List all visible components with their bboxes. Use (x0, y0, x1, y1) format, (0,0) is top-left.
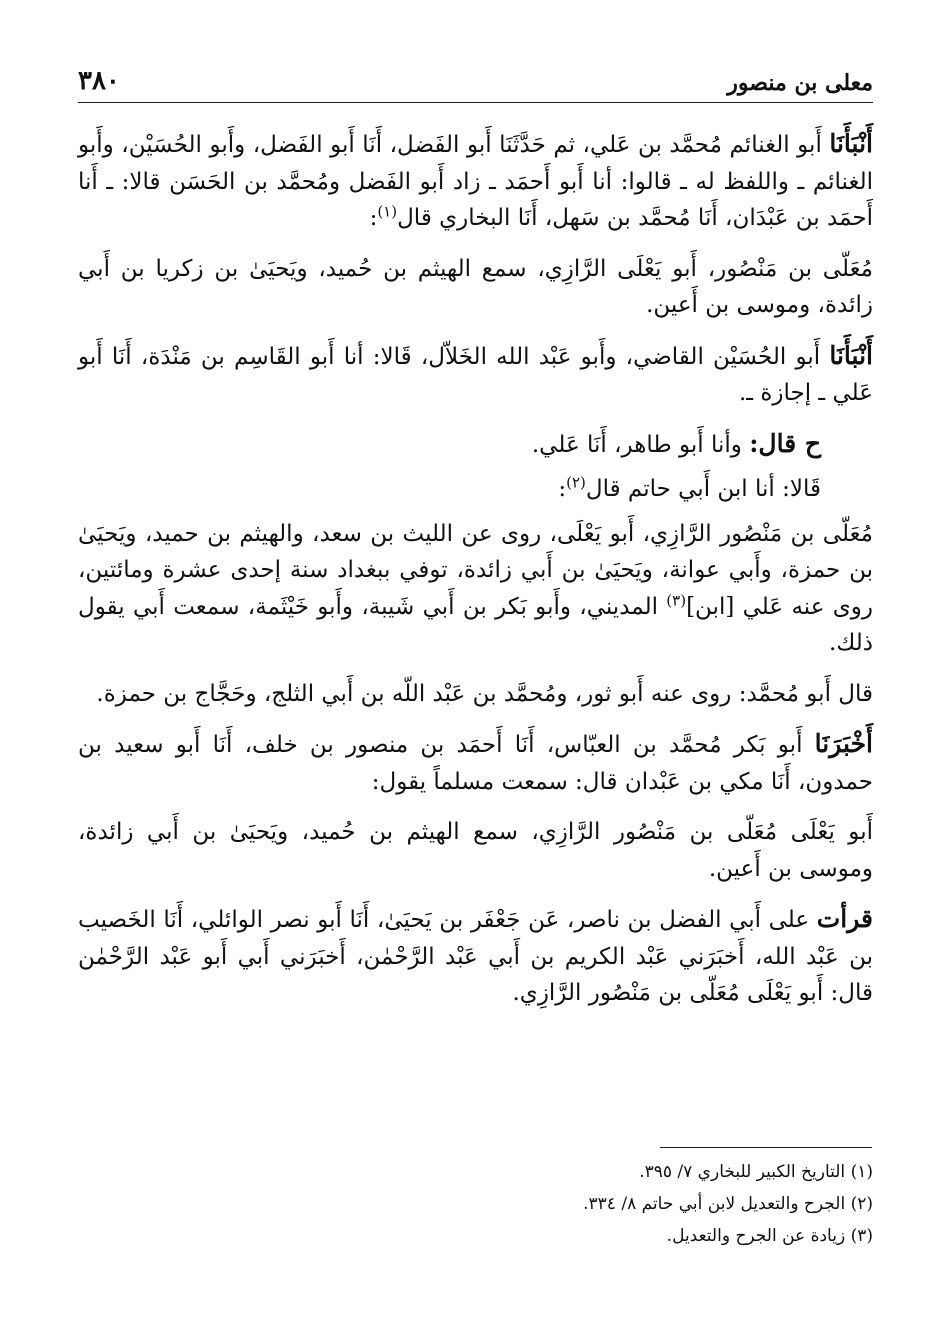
paragraph-tail: المديني، وأَبو بَكر بن أَبي شَيبة، وأَبو خَيْثَمة، سمعت أَبي يقول ذلك. (78, 593, 873, 656)
paragraph-text: قَالا: أنا ابن أَبي حاتم قال (585, 476, 821, 502)
footnote-ref: (١) (377, 202, 398, 221)
paragraph-text: أَبو بَكر مُحمَّد بن العبّاس، أَنَا أَحمَد بن منصور بن خلف، أَنَا أَبو سعيد بن حمدون، أَنَا مكي بن عَبْدان قال: سمعت مسلماً يقول: (78, 732, 873, 795)
footnote-number: (٣) (850, 1226, 873, 1246)
paragraph-tail: : (558, 476, 567, 502)
paragraph (78, 338, 873, 412)
paragraph-text: أَبو يَعْلَى مُعَلّى بن مَنْصُور الرَّازِي، سمع الهيثم بن حُميد، ويَحيَىٰ بن أَبي زائدة، وموسى بن أَعين. (78, 819, 873, 882)
paragraph (78, 126, 873, 237)
running-title: معلى بن منصور (727, 70, 873, 96)
paragraph-keyword: قرأت (816, 904, 873, 933)
footnote-number: (١) (850, 1162, 873, 1182)
footnote (78, 1188, 873, 1220)
footnote-divider (660, 1147, 872, 1148)
footnote-ref: (٢) (566, 473, 586, 492)
paragraph-keyword: أَنْبَأَنَا (829, 129, 873, 158)
paragraph (78, 814, 873, 887)
main-text (78, 126, 873, 1026)
paragraph (78, 471, 873, 508)
paragraph-keyword: أَخْبَرَنَا (814, 729, 873, 758)
footnote-text: الجرح والتعديل لابن أبي حاتم ٨/ ٣٣٤. (583, 1194, 846, 1214)
footnote (78, 1156, 873, 1188)
paragraph-text: قال أَبو مُحمَّد: روى عنه أَبو ثور، ومُحمَّد بن عَبْد اللّه بن أَبي الثلج، وحَجَّاج بن حمزة. (96, 680, 873, 707)
paragraph (78, 901, 873, 1012)
paragraph (78, 251, 873, 324)
paragraph-keyword: ح قال: (749, 428, 821, 458)
paragraph-text: أَبو الحُسَيْن القاضي، وأَبو عَبْد الله الخَلاّل، قَالا: أنا أَبو القَاسِم بن مَنْدَة، أَنَا أَبو عَلي ـ إجازة ـ. (78, 343, 873, 406)
footnote-text: زيادة عن الجرح والتعديل. (666, 1226, 846, 1246)
paragraph-text: على أَبي الفضل بن ناصر، عَن جَعْفَر بن يَحيَىٰ، أَنَا أَبو نصر الوائلي، أَنَا الخَصيب بن عَبْد الله، أَخبَرَني عَبْد الكريم بن أَبي عَبْد الرَّحْمٰن، أَخبَرَني أَبي أَبو عَبْد الرَّحْمٰن قال: أَبو يَعْلَى مُعَلّى بن مَنْصُور الرَّازِي. (78, 907, 873, 1006)
footnote-text: التاريخ الكبير للبخاري ٧/ ٣٩٥. (639, 1162, 846, 1182)
paragraph (78, 676, 873, 713)
page-number: ٣٨٠ (78, 66, 120, 96)
paragraph-tail: : (369, 205, 378, 231)
paragraph-keyword: أَنْبَأَنَا (829, 340, 873, 370)
page-header (78, 52, 873, 103)
paragraph-text: وأنا أَبو طاهر، أَنَا عَلي. (531, 431, 750, 458)
footnote-number: (٢) (850, 1194, 873, 1214)
paragraph-text: أَبو الغنائم مُحمَّد بن عَلي، ثم حَدَّثَنَا أَبو الفَضل، أَنَا أَبو الفَضل، وأَبو الحُسَيْن، وأَبو الغنائم ـ واللفظ له ـ قالوا: أنا أَبو أَحمَد ـ زاد أَبو الفَضل ومُحمَّد بن الحَسَن قالا: ـ أَنا أَحمَد بن عَبْدَان، أَنَا مُحمَّد بن سَهل، أَنَا البخاري قال (78, 132, 873, 231)
paragraph (78, 516, 873, 662)
paragraph-text: مُعَلّى بن مَنْصُور الرَّازِي، أَبو يَعْلَى، روى عن الليث بن سعد، والهيثم بن حميد، ويَحيَىٰ بن حمزة، وأَبي عوانة، ويَحيَىٰ بن أَبي زائدة، توفي ببغداد سنة إحدى عشرة ومائتين، روى عنه عَلي [ابن] (78, 520, 873, 620)
footnote (78, 1220, 873, 1252)
paragraph (78, 726, 873, 800)
paragraph-text: مُعَلّى بن مَنْصُور، أَبو يَعْلَى الرَّازِي، سمع الهيثم بن حُميد، ويَحيَىٰ بن زكريا بن أَبي زائدة، وموسى بن أَعين. (78, 255, 873, 318)
paragraph (78, 426, 873, 464)
footnotes (78, 1156, 873, 1252)
footnote-ref: (٣) (666, 590, 687, 609)
